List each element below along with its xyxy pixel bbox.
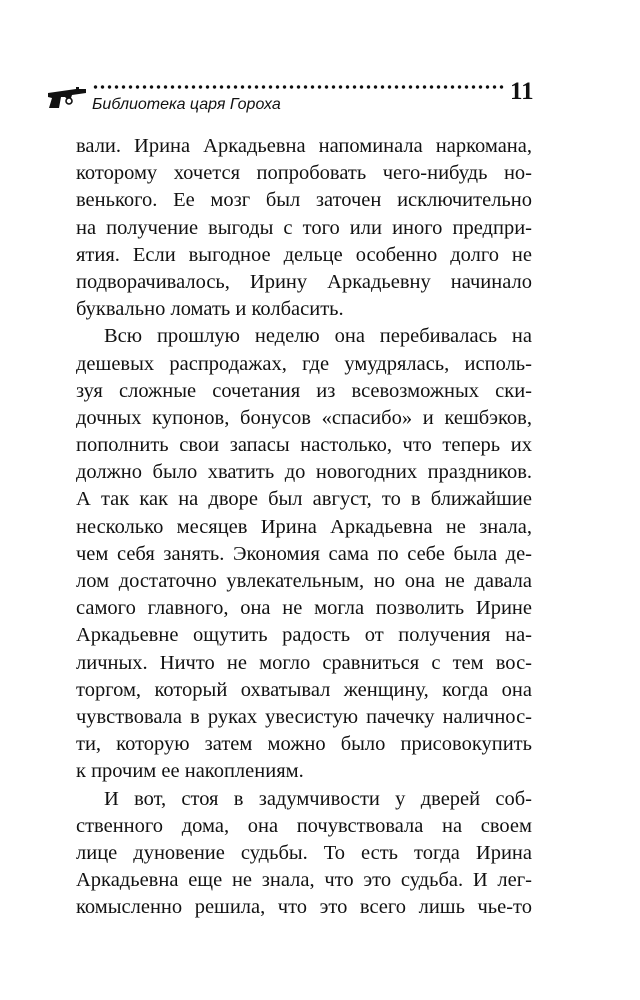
- text-line: лом достаточно увлекательным, но она не давала: [76, 570, 532, 592]
- text-line: Всю прошлую неделю она перебивалась на: [104, 325, 532, 348]
- header-dotted-rule: [92, 82, 504, 92]
- text-line: И вот, стоя в задумчивости у дверей соб-: [104, 787, 532, 810]
- text-line: несколько месяцев Ирина Аркадьевна не знала,: [76, 515, 532, 538]
- text-line: самого главного, она не могла позволить Ирине: [76, 597, 532, 620]
- revolver-icon: [46, 84, 88, 110]
- text-line: которому хочется попробовать чего-нибудь но-: [76, 162, 532, 185]
- text-line: буквально ломать и колбасить.: [76, 298, 344, 321]
- body-text: [76, 133, 532, 921]
- text-line: ственного дома, она почувствовала на своем: [76, 814, 532, 837]
- text-line: пополнить свои запасы настолько, что теперь их: [76, 434, 532, 457]
- text-line: А так как на дворе был август, то в ближайшие: [76, 488, 532, 511]
- text-line: венького. Ее мозг был заточен исключительно: [76, 189, 532, 212]
- text-line: дочных купонов, бонусов «спасибо» и кешбэков,: [76, 406, 532, 429]
- text-line: лице дуновение судьбы. То есть тогда Ирина: [76, 841, 532, 864]
- text-line: ятия. Если выгодное дельце особенно долго не: [76, 243, 532, 266]
- text-line: зуя сложные сочетания из всевозможных ски-: [76, 379, 532, 402]
- text-line: личных. Ничто не могло сравниться с тем вос-: [76, 651, 532, 674]
- text-line: торгом, который охватывал женщину, когда она: [76, 678, 532, 701]
- text-line: дешевых распродажах, где умудрялась, исполь-: [76, 352, 532, 375]
- text-line: подворачивалось, Ирину Аркадьевну начинало: [76, 270, 532, 293]
- text-line: чувствовала в руках увесистую пачечку наличнос-: [76, 705, 532, 728]
- text-line: вали. Ирина Аркадьевна напоминала наркомана,: [76, 135, 532, 157]
- text-line: комысленно решила, что это всего лишь чье-то: [76, 896, 532, 919]
- text-line: должно было хватить до новогодних праздников.: [76, 461, 532, 484]
- page-number: 11: [510, 78, 534, 105]
- text-line: Аркадьевна еще не знала, что это судьба. И лег-: [76, 869, 532, 892]
- text-line: чем себя занять. Экономия сама по себе была де-: [76, 542, 532, 565]
- text-line: Аркадьевне ощутить радость от получения на-: [76, 624, 532, 647]
- series-title: Библиотека царя Гороха: [92, 96, 281, 113]
- text-line: на получение выгоды с того или иного предпри-: [76, 216, 532, 239]
- text-line: к прочим ее накоплениям.: [76, 760, 304, 783]
- text-line: ти, которую затем можно было присовокупить: [76, 733, 532, 756]
- running-header: [46, 78, 546, 118]
